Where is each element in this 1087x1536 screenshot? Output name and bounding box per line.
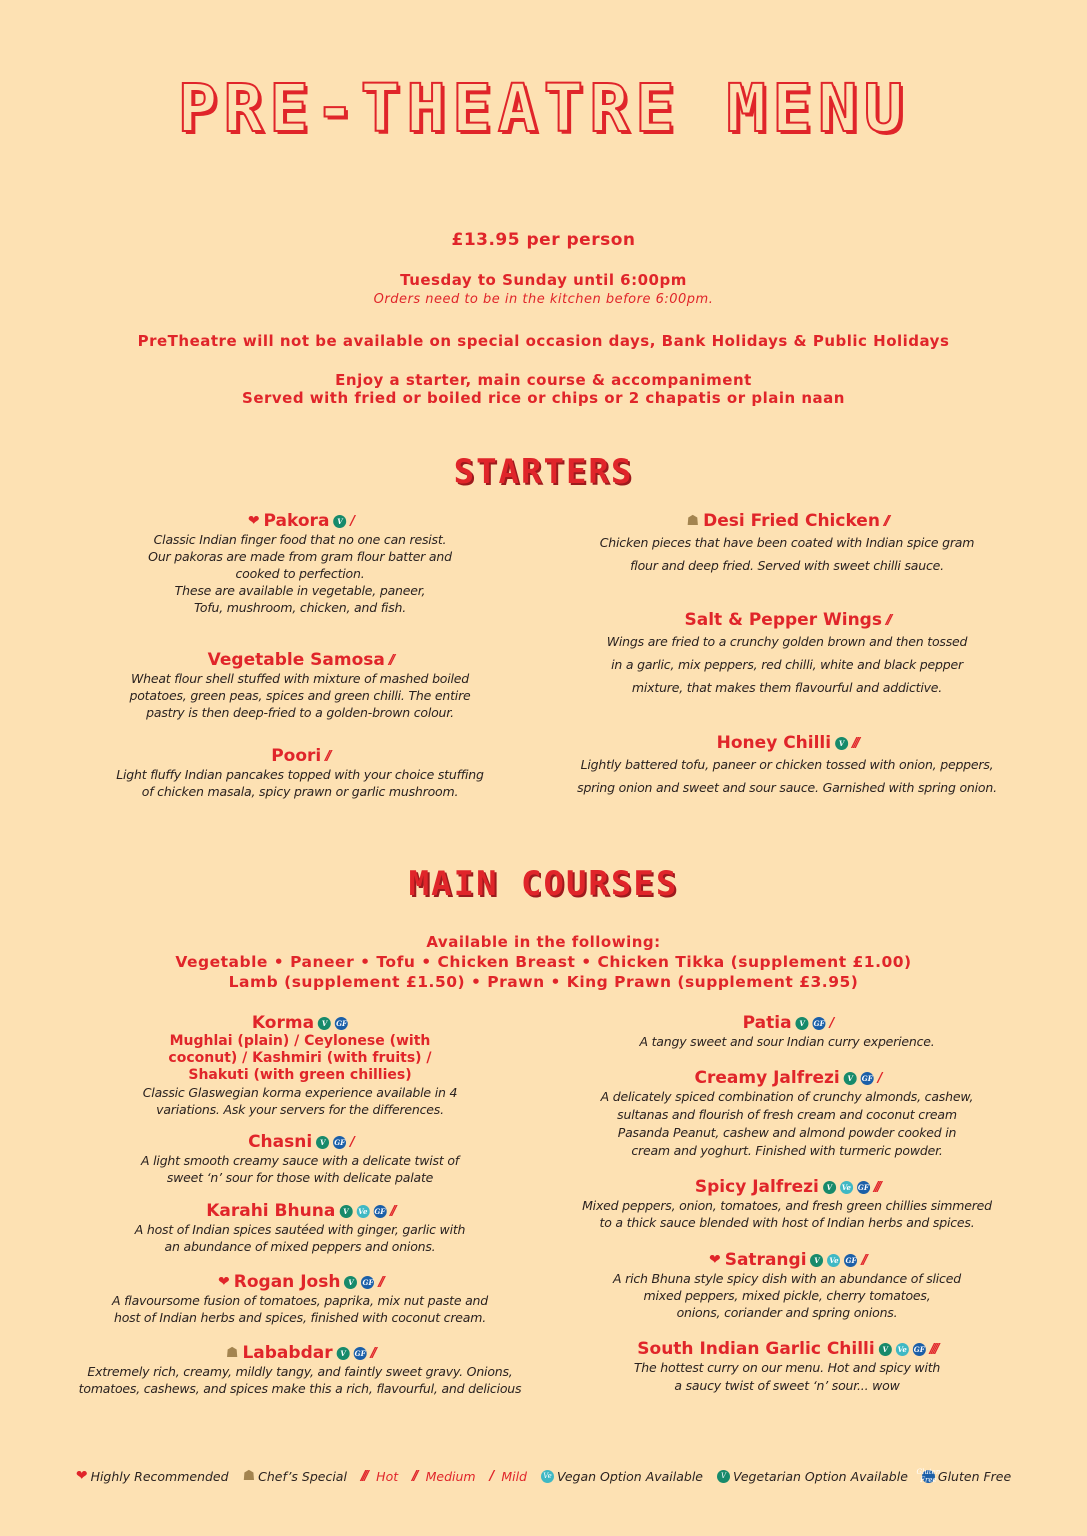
item-description: potatoes, green peas, spices and green chilli. The entire xyxy=(129,688,471,703)
price: £13.95 per person xyxy=(451,230,636,250)
vegetarian-badge-icon: V xyxy=(835,737,848,750)
vegan-badge-icon: Ve xyxy=(897,1344,907,1354)
chilli-icon: // xyxy=(412,1468,416,1484)
item-name: South Indian Garlic Chilli xyxy=(637,1339,875,1359)
chilli-icon: // xyxy=(370,1345,375,1361)
item-description: Classic Indian finger food that no one can resist. xyxy=(153,532,447,547)
heart-icon: ❤ xyxy=(218,1274,230,1290)
legend-label: Medium xyxy=(425,1468,476,1484)
menu-item xyxy=(639,1013,934,1050)
item-description: cream and yoghurt. Finished with turmeric powder. xyxy=(631,1143,943,1158)
vegetarian-badge-icon: V xyxy=(796,1017,809,1030)
item-description: mixture, that makes them flavourful and addictive. xyxy=(631,680,943,695)
item-name-row xyxy=(226,1343,374,1363)
legend-label: Mild xyxy=(501,1468,527,1484)
item-description: Our pakoras are made from gram flour batter and xyxy=(148,549,452,564)
vegetarian-badge-icon: V xyxy=(344,1276,357,1289)
menu-item xyxy=(79,1342,522,1397)
legend-label: Hot xyxy=(376,1468,399,1484)
item-variant: Shakuti (with green chillies) xyxy=(188,1067,412,1083)
chilli-icon: / xyxy=(350,1134,352,1150)
item-description: Classic Glaswegian korma experience available in 4 xyxy=(142,1085,458,1100)
menu-item xyxy=(577,733,997,799)
menu-item xyxy=(116,746,483,800)
available-label: Available in the following: xyxy=(426,933,661,951)
legend-label: Chef’s Special xyxy=(258,1468,347,1484)
gluten-free-badge-icon: Gluten Free xyxy=(916,1468,941,1484)
item-name: Vegetable Samosa xyxy=(207,650,385,670)
item-name-row xyxy=(685,610,890,630)
legend-chefs-special xyxy=(243,1468,347,1484)
item-description: cooked to perfection. xyxy=(235,566,365,581)
chilli-icon: // xyxy=(325,748,329,764)
vegetarian-badge-icon: V xyxy=(844,1072,857,1085)
chilli-icon: / xyxy=(829,1015,832,1031)
item-name: Chasni xyxy=(248,1132,313,1152)
chilli-icon: /// xyxy=(873,1179,880,1195)
item-name: Karahi Bhuna xyxy=(206,1201,336,1221)
vegetarian-badge-icon: V xyxy=(316,1136,329,1149)
item-description: A rich Bhuna style spicy dish with an abundance of sliced xyxy=(613,1271,961,1286)
item-description: A tangy sweet and sour Indian curry experience. xyxy=(639,1034,935,1049)
chef-hat-icon: ☗ xyxy=(242,1468,256,1484)
item-name-row xyxy=(218,1272,382,1292)
item-description: Light fluffy Indian pancakes topped with your choice stuffing xyxy=(116,767,484,782)
chilli-icon: / xyxy=(877,1070,880,1086)
legend-medium xyxy=(412,1469,475,1484)
vegetarian-badge-icon: V xyxy=(823,1181,836,1194)
item-description: variations. Ask your servers for the differences. xyxy=(156,1102,444,1117)
item-name: Rogan Josh xyxy=(233,1272,341,1292)
item-description: These are available in vegetable, paneer, xyxy=(174,583,426,598)
chef-hat-icon: ☗ xyxy=(225,1345,239,1361)
item-description: sultanas and flourish of fresh cream and coconut cream xyxy=(617,1107,957,1122)
item-description: A light smooth creamy sauce with a delicate twist of xyxy=(141,1153,459,1168)
item-description: mixed peppers, mixed pickle, cherry tomatoes, xyxy=(643,1288,931,1303)
vegan-badge-icon: Ve xyxy=(829,1255,839,1265)
gluten-free-badge-icon: GF xyxy=(334,1137,346,1147)
item-description: Wheat flour shell stuffed with mixture of mashed boiled xyxy=(130,671,470,686)
menu-item xyxy=(148,510,452,616)
legend-vegan xyxy=(541,1469,703,1484)
vegetarian-badge-icon: V xyxy=(339,1205,352,1218)
menu-item xyxy=(141,1132,459,1186)
gluten-free-badge-icon: GF xyxy=(374,1206,386,1216)
vegetarian-badge-icon: V xyxy=(879,1343,892,1356)
chilli-icon: / xyxy=(489,1468,492,1484)
item-description: Lightly battered tofu, paneer or chicken tossed with onion, peppers, xyxy=(580,757,994,772)
menu-item xyxy=(135,1201,466,1255)
item-variant: coconut) / Kashmiri (with fruits) / xyxy=(168,1050,432,1066)
vegan-badge-icon: Ve xyxy=(358,1206,368,1216)
starters-heading: STARTERS xyxy=(453,452,634,492)
item-name: Spicy Jalfrezi xyxy=(694,1177,819,1197)
legend-vegetarian xyxy=(717,1469,908,1484)
item-name-row xyxy=(206,1201,394,1221)
item-description: spring onion and sweet and sour sauce. Garnished with spring onion. xyxy=(577,780,997,795)
item-description: Chicken pieces that have been coated with Indian spice gram xyxy=(599,535,975,550)
vegetarian-badge-icon: V xyxy=(717,1470,730,1483)
chilli-icon: /// xyxy=(360,1468,367,1484)
menu-item xyxy=(600,510,975,577)
item-description: tomatoes, cashews, and spices make this a rich, flavourful, and delicious xyxy=(78,1381,522,1396)
menu-item xyxy=(601,1068,974,1160)
days: Tuesday to Sunday until 6:00pm xyxy=(400,271,687,289)
item-description: Tofu, mushroom, chicken, and fish. xyxy=(193,600,407,615)
item-name-row xyxy=(687,511,888,531)
item-name-row xyxy=(248,1132,352,1152)
enjoy-note: Enjoy a starter, main course & accompaniment xyxy=(335,371,752,389)
chilli-icon: //// xyxy=(929,1341,937,1357)
vegetarian-badge-icon: V xyxy=(318,1017,331,1030)
item-description: of chicken masala, spicy prawn or garlic mushroom. xyxy=(141,784,459,799)
item-name: Pakora xyxy=(263,511,330,531)
chilli-icon: / xyxy=(350,513,353,529)
menu-item xyxy=(112,1271,488,1326)
legend-label: Highly Recommended xyxy=(90,1468,229,1484)
gluten-free-badge-icon: GF xyxy=(354,1348,366,1358)
vegetarian-badge-icon: V xyxy=(333,515,346,528)
item-variant: Mughlai (plain) / Ceylonese (with xyxy=(169,1033,431,1049)
item-name-row xyxy=(248,511,352,531)
legend-gluten-free xyxy=(916,1468,1012,1484)
availability-note: PreTheatre will not be available on special occasion days, Bank Holidays & Public Holidays xyxy=(137,332,950,350)
item-description: Wings are fried to a crunchy golden brown and then tossed xyxy=(606,634,968,649)
item-name-row xyxy=(695,1177,879,1197)
gluten-free-badge-icon: GF xyxy=(336,1018,348,1028)
gluten-free-badge-icon: GF xyxy=(857,1182,869,1192)
chilli-icon: // xyxy=(390,1203,394,1219)
chilli-icon: // xyxy=(388,652,393,668)
item-description: pastry is then deep-fried to a golden-brown colour. xyxy=(146,705,454,720)
item-description: Mixed peppers, onion, tomatoes, and fresh green chillies simmered xyxy=(582,1198,992,1213)
chef-hat-icon: ☗ xyxy=(686,513,700,529)
gluten-free-badge-icon: GF xyxy=(845,1255,857,1265)
item-name-row xyxy=(252,1013,348,1033)
vegetarian-badge-icon: V xyxy=(337,1347,350,1360)
item-name: Desi Fried Chicken xyxy=(703,511,880,531)
menu-item xyxy=(613,1249,961,1321)
vegan-badge-icon: Ve xyxy=(541,1470,554,1483)
item-name-row xyxy=(637,1339,936,1359)
vegetarian-badge-icon: V xyxy=(811,1254,824,1267)
heart-icon: ❤ xyxy=(708,1252,721,1268)
item-description: onions, coriander and spring onions. xyxy=(676,1305,898,1320)
item-name: Creamy Jalfrezi xyxy=(694,1068,840,1088)
legend-label: Vegan Option Available xyxy=(557,1468,704,1484)
item-name-row xyxy=(709,1250,865,1270)
item-name-row xyxy=(717,733,858,753)
item-name: Satrangi xyxy=(724,1250,807,1270)
item-name-row xyxy=(743,1013,832,1033)
legend-label: Gluten Free xyxy=(937,1468,1012,1484)
item-name: Lababdar xyxy=(242,1343,333,1363)
item-description: A host of Indian spices sautéed with ginger, garlic with xyxy=(134,1222,466,1237)
item-name: Poori xyxy=(271,746,322,766)
options-line-1: Vegetable • Paneer • Tofu • Chicken Breast • Chicken Tikka (supplement £1.00) xyxy=(175,953,912,971)
legend-mild xyxy=(490,1469,527,1484)
heart-icon: ❤ xyxy=(247,513,260,529)
gluten-free-badge-icon: GF xyxy=(861,1073,873,1083)
item-name: Patia xyxy=(742,1013,792,1033)
item-name-row xyxy=(695,1068,880,1088)
gluten-free-badge-icon: GF xyxy=(362,1277,374,1287)
mains-heading: MAIN COURSES xyxy=(408,864,679,904)
chilli-icon: /// xyxy=(852,735,858,751)
item-description: Pasanda Peanut, cashew and almond powder cooked in xyxy=(617,1125,957,1140)
item-name: Korma xyxy=(251,1013,315,1033)
gluten-free-badge-icon: GF xyxy=(813,1018,825,1028)
item-description: sweet ‘n’ sour for those with delicate palate xyxy=(166,1170,434,1185)
item-description: an abundance of mixed peppers and onions. xyxy=(164,1239,436,1254)
chilli-icon: // xyxy=(883,513,888,529)
item-description: host of Indian herbs and spices, finished with coconut cream. xyxy=(113,1310,487,1325)
heart-icon: ❤ xyxy=(75,1468,88,1484)
item-name-row xyxy=(271,746,329,766)
legend-label: Vegetarian Option Available xyxy=(733,1468,908,1484)
menu-item xyxy=(634,1339,940,1395)
page-title: PRE-THEATRE MENU xyxy=(177,70,910,147)
chilli-icon: // xyxy=(861,1252,866,1268)
served-note: Served with fried or boiled rice or chips or 2 chapatis or plain naan xyxy=(242,389,845,407)
chilli-icon: // xyxy=(885,612,890,628)
chilli-icon: // xyxy=(378,1274,382,1290)
item-name: Salt & Pepper Wings xyxy=(684,610,882,630)
menu-item xyxy=(129,650,470,721)
orders-note: Orders need to be in the kitchen before 6:00pm. xyxy=(373,292,714,307)
legend-highly-recommended xyxy=(76,1468,229,1484)
item-name: Honey Chilli xyxy=(716,733,832,753)
item-description: in a garlic, mix peppers, red chilli, white and black pepper xyxy=(611,657,963,672)
item-description: The hottest curry on our menu. Hot and spicy with xyxy=(633,1360,941,1375)
menu-item xyxy=(607,610,968,699)
menu-item xyxy=(582,1177,992,1231)
legend-hot xyxy=(361,1469,398,1484)
item-description: flour and deep fried. Served with sweet chilli sauce. xyxy=(630,558,944,573)
item-description: to a thick sauce blended with host of Indian herbs and spices. xyxy=(599,1215,975,1230)
item-description: A flavoursome fusion of tomatoes, paprika, mix nut paste and xyxy=(111,1293,489,1308)
options-line-2: Lamb (supplement £1.50) • Prawn • King Prawn (supplement £3.95) xyxy=(228,973,859,991)
gluten-free-badge-icon: GF xyxy=(913,1344,925,1354)
item-description: a saucy twist of sweet ‘n’ sour... wow xyxy=(674,1378,900,1393)
legend xyxy=(0,1468,1087,1484)
vegan-badge-icon: Ve xyxy=(841,1182,851,1192)
item-name-row xyxy=(208,650,393,670)
item-description: Extremely rich, creamy, mildly tangy, and faintly sweet gravy. Onions, xyxy=(87,1364,513,1379)
menu-item xyxy=(143,1013,457,1118)
item-description: A delicately spiced combination of crunchy almonds, cashew, xyxy=(600,1089,974,1104)
